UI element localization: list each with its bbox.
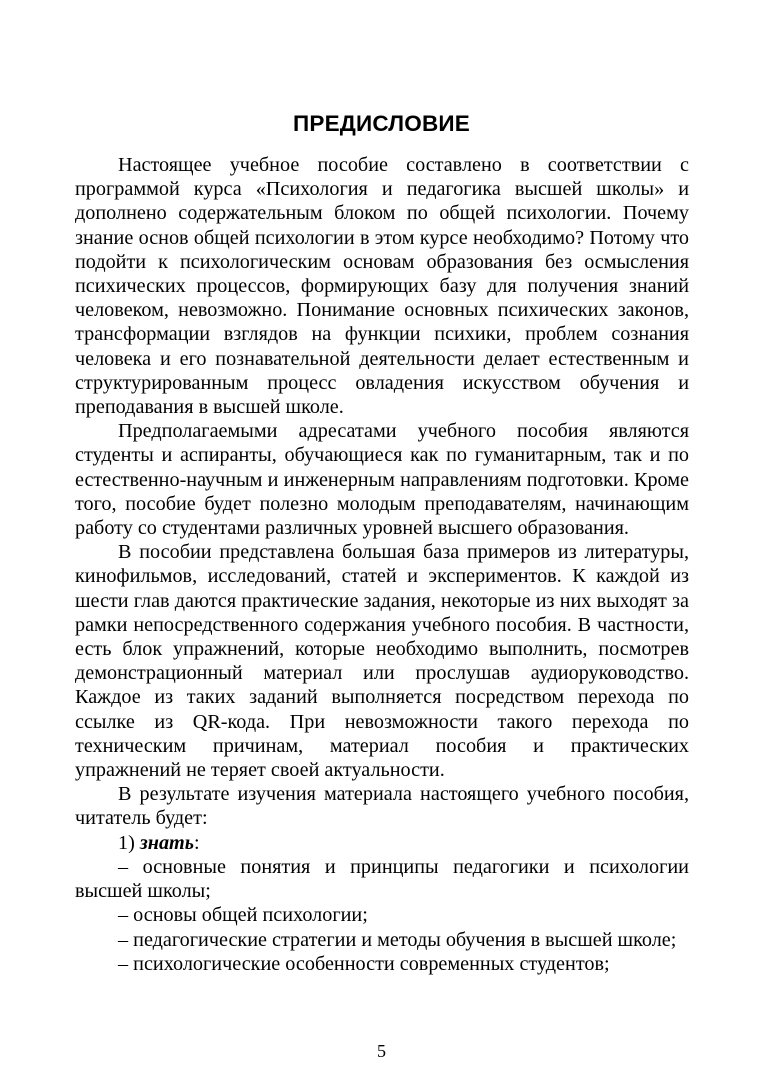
- paragraph-examples: В пособии представлена большая база примеров из литературы, кинофильмов, исследований, статей и экспериментов. К каждой из шести глав даются практические задания, некоторые из них выходят за рамки непосредственного содержания учебного пособия. В частности, есть блок упражнений, которые необходимо выполнить, посмотрев демонстрационный материал или прослушав аудиоруководство. Каждое из таких заданий выполняется посредством перехода по ссылке из QR-кода. При невозможности такого перехода по техническим причинам, материал пособия и практических упражнений не теряет своей актуальности.: [75, 541, 689, 782]
- paragraph-audience: Предполагаемыми адресатами учебного пособия являются студенты и аспиранты, обучающиеся как по гуманитарным, так и по естественно-научным и инженерным направлениям подготовки. Кроме того, пособие будет полезно молодым преподавателям, начинающим работу со студентами различных уровней высшего образования.: [75, 420, 689, 540]
- page-number: 5: [377, 1041, 386, 1061]
- paragraph-intro: Настоящее учебное пособие составлено в соответствии с программой курса «Психология и педагогика высшей школы» и дополнено содержательным блоком по общей психологии. Почему знание основ общей психологии в этом курсе необходимо? Потому что подойти к психологическим основам образования без осмысления психических процессов, формирующих базу для получения знаний человеком, невозможно. Понимание основных психических законов, трансформации взглядов на функции психики, проблем сознания человека и его познавательной деятельности делает естественным и структурированным процесс овладения искусством обучения и преподавания в высшей школе.: [75, 154, 689, 419]
- list-item-know: [75, 831, 689, 855]
- list-item-colon: :: [193, 831, 200, 854]
- bullet-item: – педагогические стратегии и методы обучения в высшей школе;: [118, 928, 677, 951]
- body-text: [75, 153, 689, 976]
- page-title: ПРЕДИСЛОВИЕ: [293, 111, 470, 136]
- bullet-item: – психологические особенности современных студентов;: [118, 952, 610, 975]
- list-item-term: знать: [139, 831, 194, 854]
- paragraph-outcomes: В результате изучения материала настоящего учебного пособия, читатель будет:: [75, 783, 689, 830]
- list-item-number: 1): [118, 831, 135, 854]
- bullet-item: – основные понятия и принципы педагогики и психологии высшей школы;: [75, 855, 689, 903]
- bullet-item: – основы общей психологии;: [118, 904, 368, 927]
